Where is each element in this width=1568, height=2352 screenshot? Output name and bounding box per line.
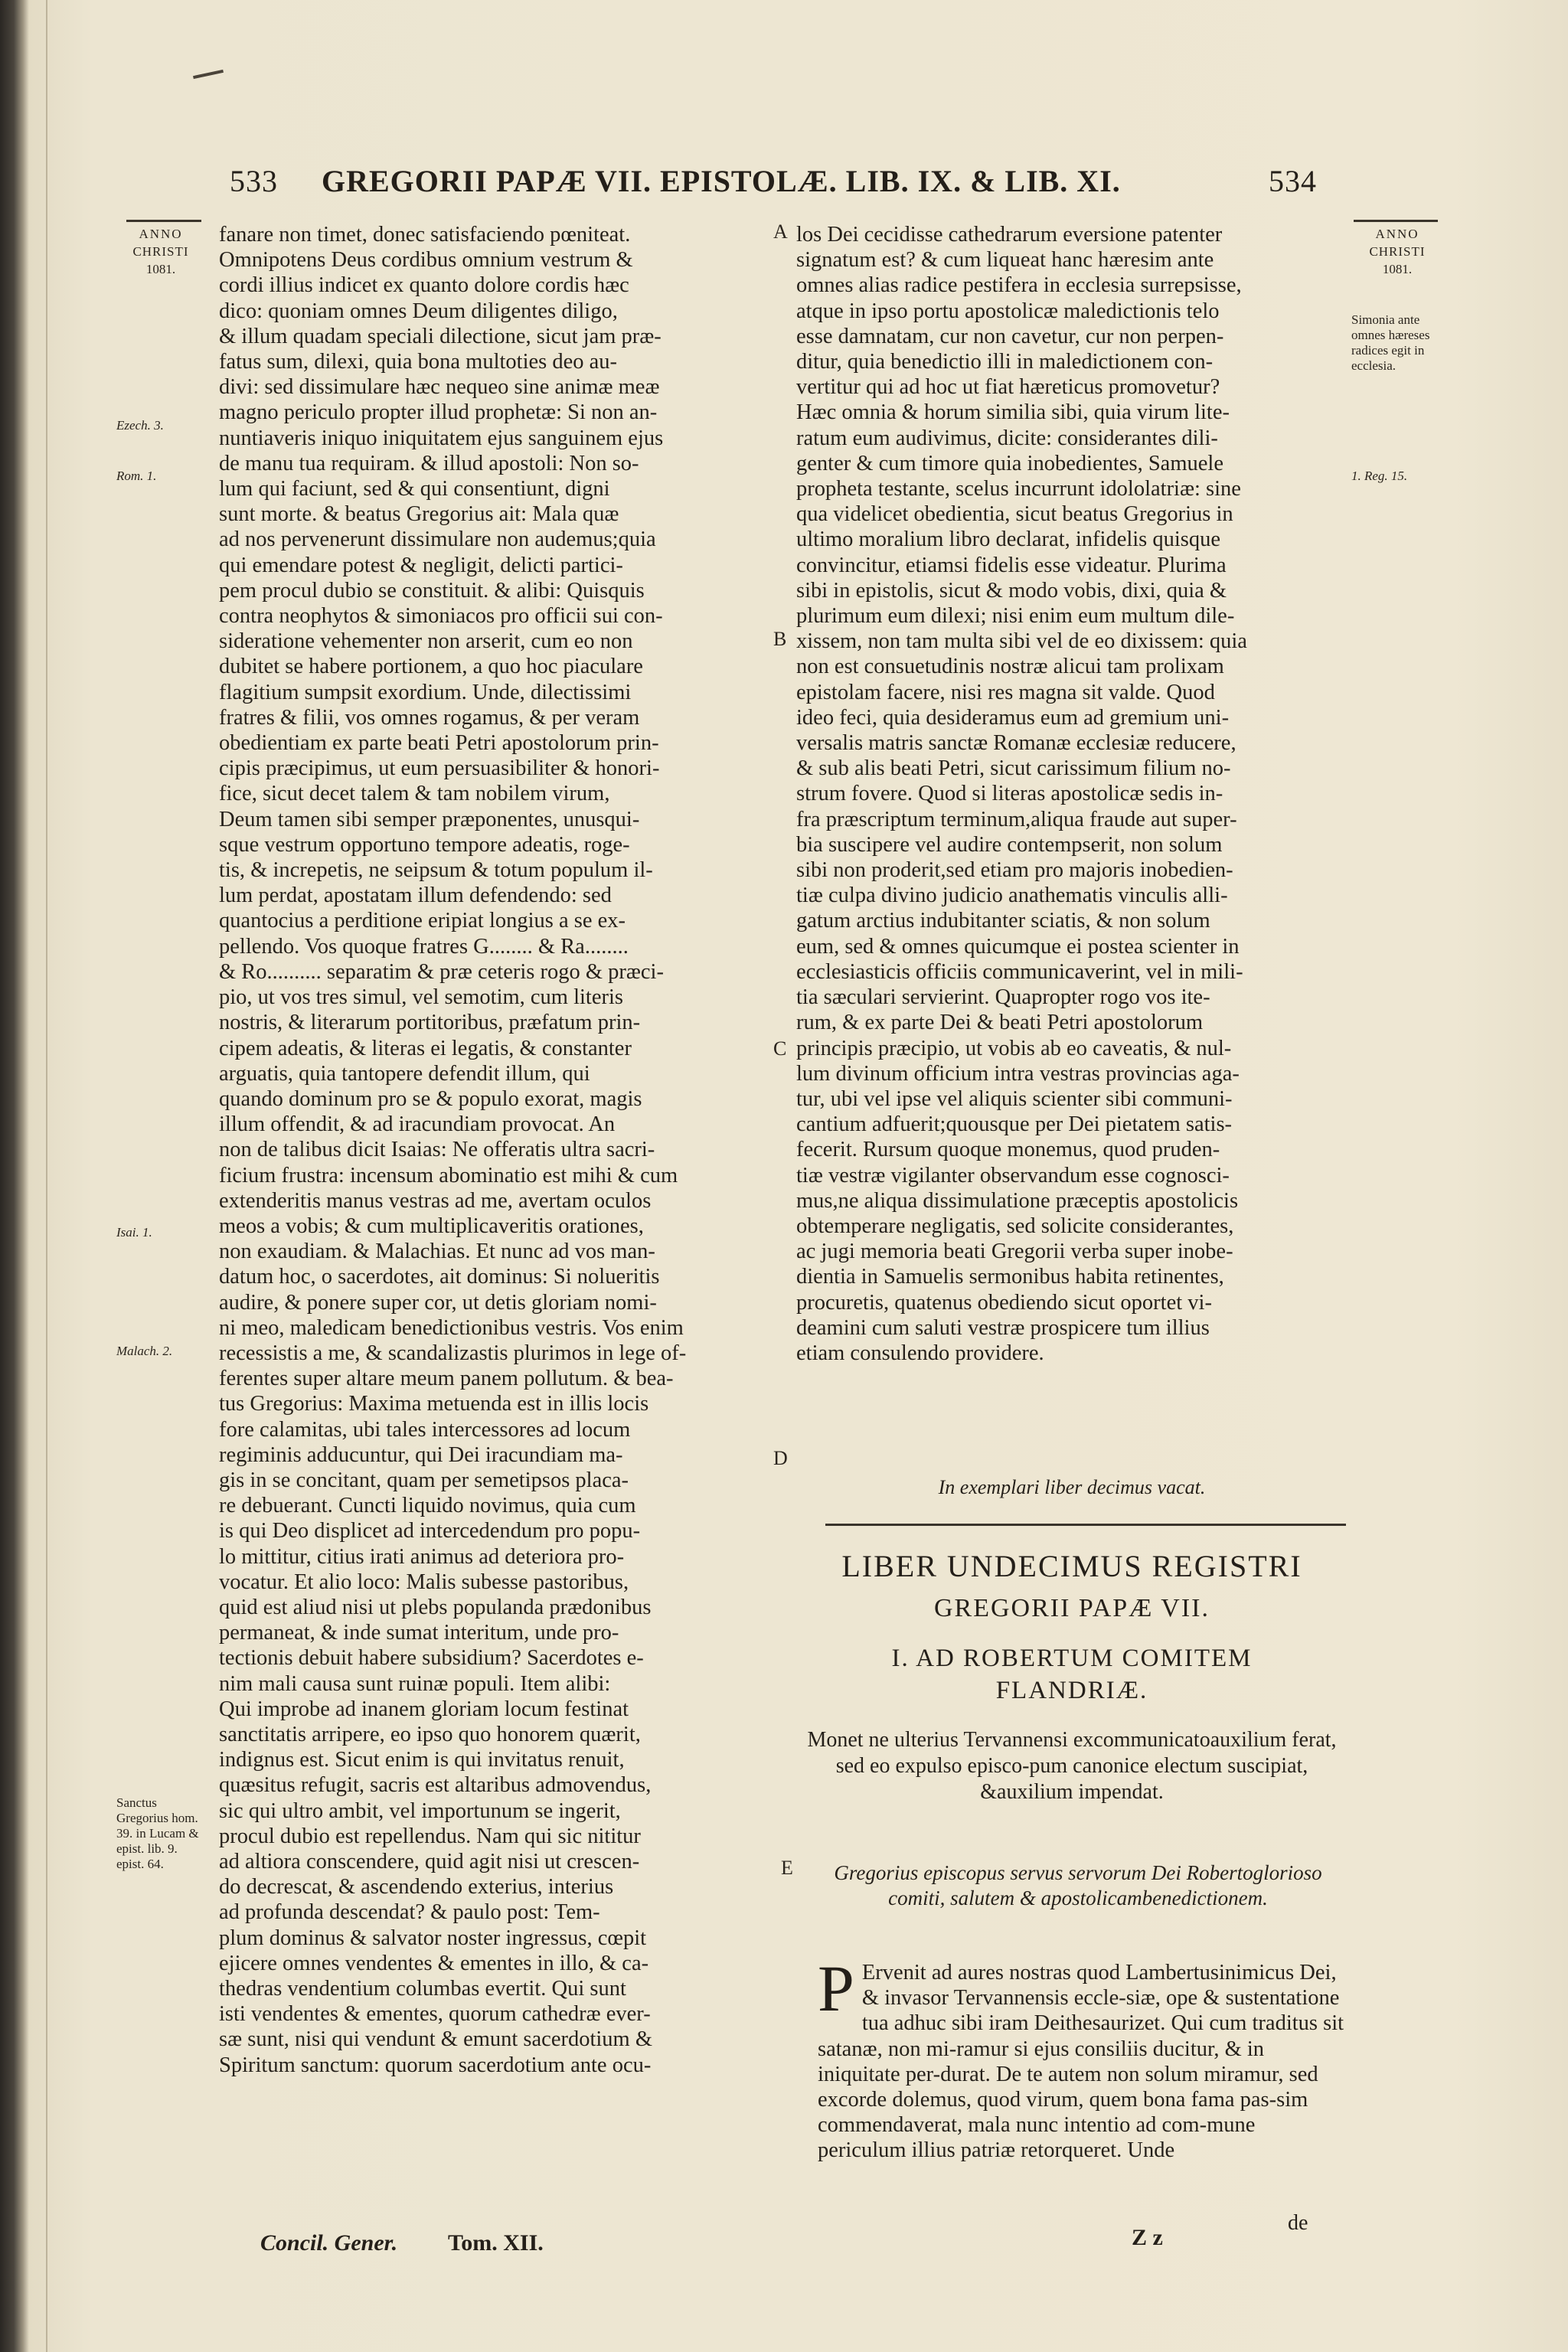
text-line: atque in ipso portu apostolicæ maledictionis telo: [796, 299, 1220, 323]
text-line: ecclesiasticis officiis communicaverint, vel in mili-: [796, 959, 1243, 984]
signature-left: Concil. Gener.: [260, 2230, 398, 2256]
text-line: tiæ vestræ vigilanter observandum esse cognosci-: [796, 1163, 1230, 1187]
text-line: thedras vendentium columbas evertit. Qui sunt: [219, 1977, 626, 2001]
text-line: quantocius a perditione eripiat longius a se ex-: [219, 909, 626, 933]
text-line: fecerit. Rursum quoque monemus, quod pruden-: [796, 1138, 1220, 1162]
text-line: divi: sed dissimulare hæc nequeo sine animæ meæ: [219, 375, 660, 400]
text-line: fratres & filii, vos omnes rogamus, & per veram: [219, 705, 640, 730]
text-line: quæsitus refugit, sacris est altaribus admovendus,: [219, 1773, 652, 1798]
salutation-line: glorioso comiti, salutem & apostolicam: [888, 1861, 1322, 1909]
body-line: siæ, ope & sustentatione tua adhuc sibi iram Dei: [861, 1986, 1340, 2036]
text-line: fanare non timet, donec satisfaciendo pœniteat.: [219, 223, 631, 247]
text-line: flagitium sumpsit exordium. Unde, dilectissimi: [219, 680, 632, 704]
text-line: tis, & increpetis, ne seipsum & totum populum il-: [219, 858, 653, 883]
text-line: gis in se concitant, quam per semetipsos placa-: [219, 1468, 629, 1492]
text-line: cipis præcipimus, ut eum persuasibiliter & honori-: [219, 756, 660, 781]
text-line: indignus est. Sicut enim is qui invitatus renuit,: [219, 1748, 625, 1772]
margin-note-ezech: Ezech. 3.: [116, 418, 164, 433]
year-label-right: 1081.: [1382, 262, 1413, 276]
text-line: tus Gregorius: Maxima metuenda est in illis locis: [219, 1392, 649, 1416]
text-line: Hæc omnia & horum similia sibi, quia virum lite-: [796, 400, 1230, 425]
text-line: ideo feci, quia desideramus eum ad gremium uni-: [796, 705, 1230, 730]
text-line: vocatur. Et alio loco: Malis subesse pastoribus,: [219, 1570, 629, 1594]
text-line: sibi in epistolis, sicut & modo vobis, dixi, quia &: [796, 578, 1227, 603]
text-line: pellendo. Vos quoque fratres G........ & Ra........: [219, 934, 629, 959]
letter-heading-2: FLANDRIÆ.: [995, 1677, 1148, 1704]
text-line: convincitur, etiamsi fidelis esse videatur. Plurima: [796, 553, 1227, 577]
letter-summary: [796, 1727, 1348, 1805]
text-line: tia sæculari servierint. Quapropter rogo vos ite-: [796, 985, 1210, 1010]
salutation-line: Gregorius episcopus servus servorum Dei Roberto: [834, 1861, 1253, 1884]
text-line: obtemperare negligatis, sed solicite considerantes,: [796, 1214, 1234, 1238]
text-line: quando dominum pro se & populo exorat, magis: [219, 1086, 642, 1111]
text-line: sic qui ultro ambit, vel importunum se ingerit,: [219, 1798, 621, 1823]
text-line: ferentes super altare meum panem pollutum. & bea-: [219, 1367, 674, 1391]
text-line: meos a vobis; & cum multiplicaveritis orationes,: [219, 1214, 644, 1238]
text-line: contra neophytos & simoniacos pro officii sui con-: [219, 604, 663, 629]
summary-line: auxilium impendat.: [997, 1780, 1164, 1804]
body-line: durat. De te autem non solum miramur, sed ex: [818, 2062, 1318, 2112]
margin-note-malach: Malach. 2.: [116, 1344, 173, 1358]
text-line: epistolam facere, nisi res magna sit valde. Quod: [796, 680, 1215, 704]
text-line: fice, sicut decet talem & tam nobilem virum,: [219, 782, 610, 806]
text-line: ditur, quia benedictio illi in maledictionem con-: [796, 350, 1214, 374]
text-line: fore calamitas, ubi tales intercessores ad locum: [219, 1417, 631, 1442]
text-line: qui emendare potest & negligit, delicti partici-: [219, 553, 623, 577]
text-line: audire, & ponere super cor, ut detis gloriam nomi-: [219, 1290, 657, 1315]
text-line: genter & cum timore quia inobedientes, Samuele: [796, 451, 1223, 475]
text-line: tiæ culpa divino judicio anathematis vinculis alli-: [796, 884, 1228, 908]
book-heading-1: LIBER UNDECIMUS REGISTRI: [841, 1549, 1302, 1583]
letter-body-lines: [818, 1952, 1346, 2164]
text-line: non de talibus dicit Isaias: Ne offeratis ultra sacri-: [219, 1138, 655, 1162]
book-heading-2: GREGORII PAPÆ VII.: [934, 1594, 1210, 1622]
text-line: fra præscriptum terminum,aliqua fraude aut super-: [796, 807, 1237, 831]
text-line: do decrescat, & ascendendo exterius, interius: [219, 1875, 614, 1900]
body-line: mune periculum illius patriæ retorqueret. Unde: [818, 2113, 1256, 2163]
text-line: dubitet se habere portionem, a quo hoc piaculare: [219, 655, 643, 679]
text-line: cordi illius indicet ex quanto dolore cordis hæc: [219, 273, 629, 298]
anno-label-right: ANNO: [1375, 227, 1419, 241]
text-line: nostris, & literarum portitoribus, præfatum prin-: [219, 1011, 641, 1035]
text-line: fatus sum, dilexi, quia bona multoties deo au-: [219, 350, 618, 374]
text-line: plum dominus & salvator noster ingressus, cœpit: [219, 1926, 647, 1950]
text-line: bia suscipere vel audire contempserit, non solum: [796, 832, 1223, 857]
gutter-line: [46, 0, 47, 2352]
salutation: [810, 1860, 1346, 1911]
text-line: & illum quadam speciali dilectione, sicut jam præ-: [219, 324, 662, 348]
text-line: mus,ne aliqua dissimulatione præceptis apostolicis: [796, 1188, 1239, 1213]
summary-line: auxilium ferat, sed eo expulso episco-: [835, 1728, 1337, 1778]
running-head-title: GREGORII PAPÆ VII. EPISTOLÆ. LIB. IX. & LIB. XI.: [322, 164, 1121, 198]
text-line: permaneat, & inde sumat interitum, unde pro-: [219, 1621, 619, 1645]
text-line: Qui improbe ad inanem gloriam locum festinat: [219, 1697, 629, 1721]
christi-label-right: CHRISTI: [1369, 244, 1426, 259]
text-line: lum qui faciunt, sed & qui consentiunt, digni: [219, 477, 610, 501]
letter-heading-1: I. AD ROBERTUM COMITEM: [891, 1645, 1253, 1672]
text-line: los Dei cecidisse cathedrarum eversione patenter: [796, 223, 1223, 247]
text-line: & Ro.......... separatim & præ ceteris rogo & præci-: [219, 959, 664, 984]
summary-line: pum canonice electum suscipiat, &: [980, 1754, 1308, 1804]
text-line: deamini cum saluti vestræ prospicere tum illius: [796, 1315, 1210, 1340]
text-line: ac jugi memoria beati Gregorii verba super inobe-: [796, 1240, 1233, 1264]
text-line: Spiritum sanctum: quorum sacerdotium ante ocu-: [219, 2053, 652, 2077]
body-line: corde dolemus, quod virum, quem bona fama pas-: [838, 2088, 1277, 2112]
section-rule: [825, 1524, 1346, 1526]
body-line: ramur si ejus consiliis ducitur, & in iniquitate per-: [818, 2037, 1265, 2086]
text-line: lum divinum officium intra vestras provincias aga-: [796, 1061, 1240, 1086]
note-exemplari: In exemplari liber decimus vacat.: [938, 1476, 1206, 1498]
text-line: procuretis, quatenus obediendo sicut oportet vi-: [796, 1290, 1212, 1315]
text-line: sideratione vehementer non arserit, cum eo non: [219, 629, 633, 654]
text-line: magno periculo propter illud prophetæ: Si non an-: [219, 400, 658, 425]
text-line: nuntiaveris iniquo iniquitatem ejus sanguinem ejus: [219, 426, 664, 450]
tome-label: Tom. XII.: [448, 2230, 544, 2256]
text-line: regiminis adducuntur, qui Dei iracundiam ma-: [219, 1442, 623, 1467]
body-line: thesaurizet. Qui cum traditus sit satanæ, non mi-: [818, 2011, 1344, 2061]
text-line: ad altiora conscendere, quid agit nisi ut crescen-: [219, 1850, 640, 1873]
text-line: pem procul dubio se constituit. & alibi: Quisquis: [219, 578, 645, 603]
text-line: sunt morte. & beatus Gregorius ait: Mala quæ: [219, 502, 619, 527]
text-line: strum fovere. Quod si literas apostolicæ sedis in-: [796, 782, 1223, 806]
page-number-right: 534: [1269, 164, 1317, 198]
letter-body: [818, 1952, 1346, 2164]
text-line: dientia in Samuelis sermonibus habita retinentes,: [796, 1265, 1224, 1289]
left-column-text: [219, 222, 772, 2078]
text-line: ad nos pervenerunt dissimulare non audemus;quia: [219, 528, 656, 552]
margin-note-rom: Rom. 1.: [116, 469, 157, 483]
text-line: pio, ut vos tres simul, vel semotim, cum literis: [219, 985, 624, 1010]
dropcap-letter: P: [818, 1952, 854, 2025]
text-line: re debuerant. Cuncti liquido novimus, quia cum: [219, 1494, 636, 1518]
text-line: signatum est? & cum liqueat hanc hæresim ante: [796, 248, 1214, 273]
body-line: inimicus Dei, & invasor Tervannensis eccle-: [861, 1961, 1337, 2011]
text-line: cipem adeatis, & literas ei legatis, & constanter: [219, 1036, 632, 1060]
text-line: etiam consulendo providere.: [796, 1341, 1044, 1365]
text-line: non est consuetudinis nostræ alicui tam prolixam: [796, 655, 1224, 679]
margin-rule-left: [126, 220, 201, 222]
text-line: ficium frustra: incensum abominatio est mihi & cum: [219, 1163, 678, 1187]
text-line: sque vestrum opportuno tempore adeatis, roge-: [219, 832, 630, 857]
text-line: isti vendentes & ementes, quorum cathedræ ever-: [219, 2002, 651, 2027]
text-line: rum, & ex parte Dei & beati Petri apostolorum: [796, 1011, 1204, 1035]
text-line: vertitur qui ad hoc ut fiat hæreticus promovetur?: [796, 375, 1220, 400]
margin-note-simonia: Simonia ante omnes hæreses radices egit in ecclesia.: [1351, 312, 1430, 373]
text-line: arguatis, quia tantopere defendit illum, qui: [219, 1061, 590, 1086]
section-mark-c: C: [773, 1037, 787, 1060]
text-line: omnes alias radice pestifera in ecclesia surrepsisse,: [796, 273, 1242, 298]
text-line: ratum eum audivimus, dicite: considerantes dili-: [796, 426, 1218, 450]
text-line: ultimo moralium libro declarat, infidelis quisque: [796, 528, 1221, 552]
text-line: recessistis a me, & scandalizastis plurimos in lege of-: [219, 1341, 687, 1365]
text-line: procul dubio est repellendus. Nam qui sic nititur: [219, 1824, 641, 1848]
right-column-text: [796, 222, 1348, 1366]
text-line: non exaudiam. & Malachias. Et nunc ad vos man-: [219, 1240, 655, 1264]
margin-rule-right: [1354, 220, 1438, 222]
year-label-left: 1081.: [145, 262, 176, 276]
text-line: principis præcipio, ut vobis ab eo caveatis, & nul-: [796, 1036, 1232, 1060]
section-mark-b: B: [773, 628, 787, 650]
text-line: datum hoc, o sacerdotes, ait dominus: Si nolueritis: [219, 1265, 660, 1289]
section-mark-a: A: [773, 220, 788, 243]
text-line: sæ sunt, nisi qui vendunt & emunt sacerdotium &: [219, 2027, 653, 2052]
body-line: Ervenit ad aures nostras quod Lambertus: [861, 1961, 1220, 1984]
text-line: gatum arctius indubitanter sciatis, & non solum: [796, 909, 1210, 933]
margin-note-gregorius: Sanctus Gregorius hom. 39. in Lucam & epist. lib. 9. epist. 64.: [116, 1795, 199, 1871]
christi-label-left: CHRISTI: [132, 244, 189, 259]
text-line: & sub alis beati Petri, sicut carissimum filium no-: [796, 756, 1231, 781]
text-line: tectionis debuit habere subsidium? Sacerdotes e-: [219, 1646, 644, 1671]
adjacent-page-edge: [0, 0, 29, 2352]
body-line: sim commendaverat, mala nunc intentio ad com-: [818, 2088, 1308, 2138]
margin-note-isai: Isai. 1.: [116, 1225, 152, 1240]
text-line: esse damnatam, cur non cavetur, cur non perpen-: [796, 324, 1224, 348]
text-line: cantium adfuerit;quousque per Dei pietatem satis-: [796, 1112, 1233, 1137]
text-line: is qui Deo displicet ad intercedendum pro popu-: [219, 1519, 641, 1544]
text-line: Omnipotens Deus cordibus omnium vestrum &: [219, 248, 633, 273]
running-head: [230, 163, 1317, 209]
catchword: de: [1288, 2211, 1308, 2235]
text-line: lum perdat, apostatam illum defendendo: sed: [219, 884, 612, 908]
text-line: nim mali causa sunt ruinæ populi. Item alibi:: [219, 1671, 611, 1696]
text-line: de manu tua requiram. & illud apostoli: Non so-: [219, 451, 639, 475]
section-mark-d: D: [773, 1447, 788, 1469]
text-line: eum, sed & omnes quicumque ei postea scienter in: [796, 934, 1240, 959]
page-number-left: 533: [230, 164, 278, 198]
text-line: versalis matris sanctæ Romanæ ecclesiæ reducere,: [796, 731, 1236, 756]
text-line: extenderitis manus vestras ad me, avertam oculos: [219, 1188, 652, 1213]
text-line: lo mittitur, citius irati animus ad deteriora pro-: [219, 1544, 625, 1569]
text-line: propheta testante, scelus incurrunt idololatriæ: sine: [796, 477, 1241, 501]
text-line: ad profunda descendat? & paulo post: Tem-: [219, 1900, 600, 1925]
salutation-line: benedictionem.: [1142, 1886, 1268, 1909]
ink-smudge: [193, 70, 224, 79]
anno-label-left: ANNO: [139, 227, 183, 241]
section-mark-e: E: [781, 1857, 793, 1879]
signature-mark: Z z: [1132, 2225, 1163, 2250]
text-line: sibi non proderit,sed etiam pro majoris inobedien-: [796, 858, 1233, 883]
text-line: ejicere omnes vendentes & ementes in illo, & ca-: [219, 1951, 649, 1975]
text-line: sanctitatis arripere, eo ipso quo honorem quærit,: [219, 1722, 641, 1746]
text-line: tur, ubi vel ipse vel aliquis scienter sibi communi-: [796, 1086, 1233, 1111]
text-line: plurimum eum dilexi; nisi enim eum multum dile-: [796, 604, 1235, 629]
summary-line: Monet ne ulterius Tervannensi excommunicato: [807, 1728, 1210, 1752]
margin-note-reg: 1. Reg. 15.: [1351, 469, 1408, 483]
text-line: obedientiam ex parte beati Petri apostolorum prin-: [219, 731, 659, 756]
text-line: quid est aliud nisi ut plebs populanda prædonibus: [219, 1595, 652, 1619]
text-line: Deum tamen sibi semper præponentes, unusqui-: [219, 807, 640, 831]
text-line: illum offendit, & ad iracundiam provocat. An: [219, 1112, 616, 1137]
text-line: qua videlicet obedientia, sicut beatus Gregorius in: [796, 502, 1233, 527]
text-line: dico: quoniam omnes Deum diligentes diligo,: [219, 299, 618, 323]
text-line: ni meo, maledicam benedictionibus vestris. Vos enim: [219, 1315, 684, 1340]
text-line: xissem, non tam multa sibi vel de eo dixissem: quia: [796, 629, 1247, 654]
